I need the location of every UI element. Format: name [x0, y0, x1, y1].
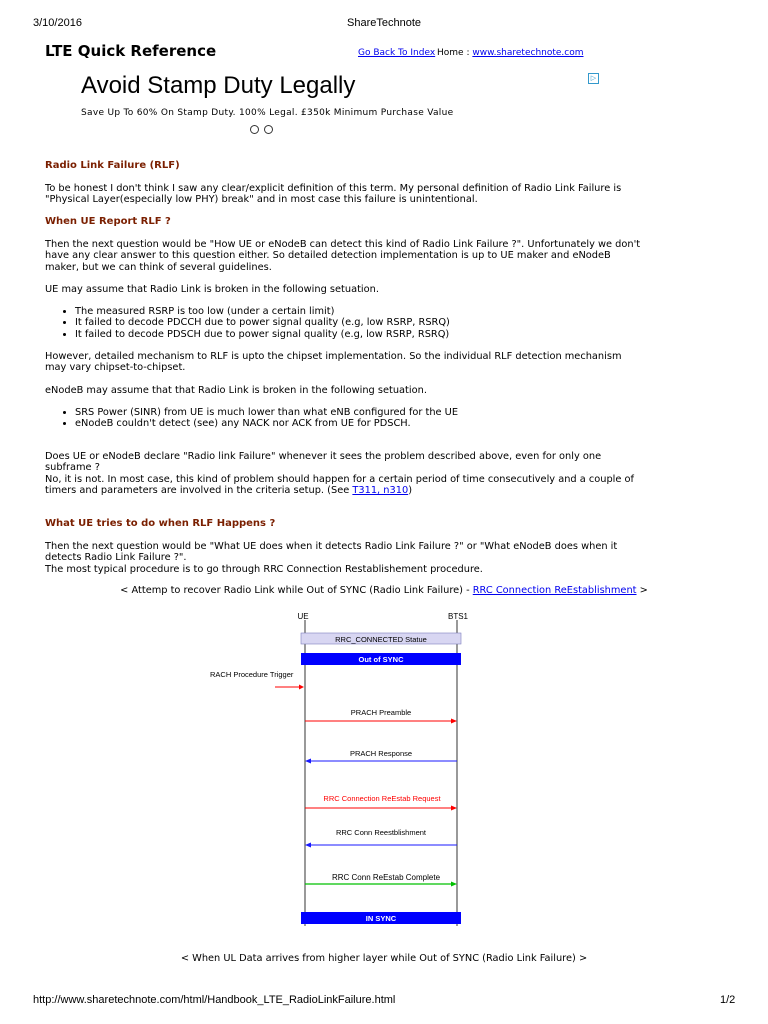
home-label: Home : — [437, 48, 470, 58]
section-heading-when-ue-report: When UE Report RLF ? — [45, 216, 171, 227]
bts-label: BTS1 — [447, 612, 469, 621]
list-item: • The measured RSRP is too low (under a certain limit) — [75, 306, 645, 317]
section-heading-what-ue-tries: What UE tries to do when RLF Happens ? — [45, 518, 276, 529]
prach-preamble-label: PRACH Preamble — [350, 708, 412, 717]
paragraph-text-end: ) — [408, 485, 413, 497]
figure-caption — [0, 585, 768, 596]
list-item: • SRS Power (SINR) from UE is much lower than what eNB configured for the UE — [75, 407, 645, 418]
section-heading-rlf: Radio Link Failure (RLF) — [45, 160, 180, 171]
print-url: http://www.sharetechnote.com/html/Handbook_LTE_RadioLinkFailure.html — [33, 994, 396, 1006]
rrc-reestablishment-link[interactable]: RRC Connection ReEstablishment — [472, 585, 637, 596]
ad-choices-icon[interactable]: ▷ — [588, 73, 599, 84]
figure-caption-2: < When UL Data arrives from higher layer while Out of SYNC (Radio Link Failure) > — [180, 953, 588, 964]
list-item: • It failed to decode PDCCH due to power signal quality (e.g, low RSRP, RSRQ) — [75, 317, 645, 328]
print-site-title: ShareTechnote — [347, 17, 421, 29]
reestab-request-arrowhead — [451, 806, 457, 811]
page-title: LTE Quick Reference — [45, 42, 217, 60]
ue-conditions-list — [45, 306, 645, 340]
paragraph — [45, 474, 645, 497]
paragraph: To be honest I don't think I saw any clear/explicit definition of this term. My personal definition of Radio Link Failure is "Physical Layer(especially low PHY) break" and in most case this failure is unintentional. — [45, 183, 622, 206]
ad-subtitle[interactable]: Save Up To 60% On Stamp Duty. 100% Legal. £350k Minimum Purchase Value — [81, 108, 454, 118]
in-sync-label: IN SYNC — [365, 914, 397, 923]
paragraph: The most typical procedure is to go through RRC Connection Restablishement procedure. — [45, 564, 483, 575]
ue-label: UE — [297, 612, 309, 621]
enb-conditions-list — [45, 407, 645, 430]
paragraph: eNodeB may assume that that Radio Link is broken in the following setuation. — [45, 385, 427, 396]
rach-trigger-label: RACH Procedure Trigger — [210, 670, 294, 679]
ad-dot-1[interactable] — [250, 125, 259, 134]
prach-response-arrowhead — [305, 759, 311, 764]
paragraph: However, detailed mechanism to RLF is upto the chipset implementation. So the individual RLF detection mechanism may vary chipset-to-chipset. — [45, 351, 622, 374]
paragraph: Does UE or eNodeB declare "Radio link Failure" whenever it sees the problem described above, even for only one subframe ? — [45, 451, 602, 474]
t311-n310-link[interactable]: T311, n310 — [352, 485, 409, 497]
caption-text-end: > — [636, 585, 648, 596]
prach-preamble-arrowhead — [451, 719, 457, 724]
prach-response-label: PRACH Response — [349, 749, 413, 758]
reestab-complete-label: RRC Conn ReEstab Complete — [331, 873, 441, 882]
print-page-number: 1/2 — [720, 994, 736, 1006]
paragraph: UE may assume that Radio Link is broken in the following setuation. — [45, 284, 379, 295]
reestab-complete-arrowhead — [451, 882, 457, 887]
caption-text: < Attemp to recover Radio Link while Out of SYNC (Radio Link Failure) - — [120, 585, 473, 596]
out-of-sync-label: Out of SYNC — [358, 655, 404, 664]
reestab-request-label: RRC Connection ReEstab Request — [323, 794, 441, 803]
ad-title[interactable]: Avoid Stamp Duty Legally — [81, 72, 356, 99]
rlf-sequence-diagram — [200, 608, 480, 928]
rrc-connected-label: RRC_CONNECTED Statue — [335, 635, 427, 644]
back-to-index-link[interactable]: Go Back To Index — [358, 48, 436, 58]
print-date: 3/10/2016 — [33, 17, 82, 29]
rach-trigger-arrowhead — [299, 685, 304, 690]
home-link[interactable]: www.sharetechnote.com — [472, 48, 584, 58]
home-link-group — [437, 48, 584, 58]
list-item: • eNodeB couldn't detect (see) any NACK nor ACK from UE for PDSCH. — [75, 418, 645, 429]
reestablishment-arrowhead — [305, 843, 311, 848]
paragraph: Then the next question would be "How UE or eNodeB can detect this kind of Radio Link Failure ?". Unfortunately we don't have any clear answer to this question either. So detailed detection implementation is up to UE maker and eNodeB maker, but we can think of several guidelines. — [45, 239, 641, 273]
paragraph: Then the next question would be "What UE does when it detects Radio Link Failure ?" or "What eNodeB does when it detects Radio Link Failure ?". — [45, 541, 618, 564]
paragraph-text: No, it is not. In most case, this kind of problem should happen for a certain period of time consecutively and a couple of timers and parameters are involved in the criteria setup. (See — [45, 474, 634, 497]
list-item: • It failed to decode PDSCH due to power signal quality (e.g, low RSRP, RSRQ) — [75, 329, 645, 340]
ad-dot-2[interactable] — [264, 125, 273, 134]
reestablishment-label: RRC Conn Reestblishment — [335, 828, 427, 837]
